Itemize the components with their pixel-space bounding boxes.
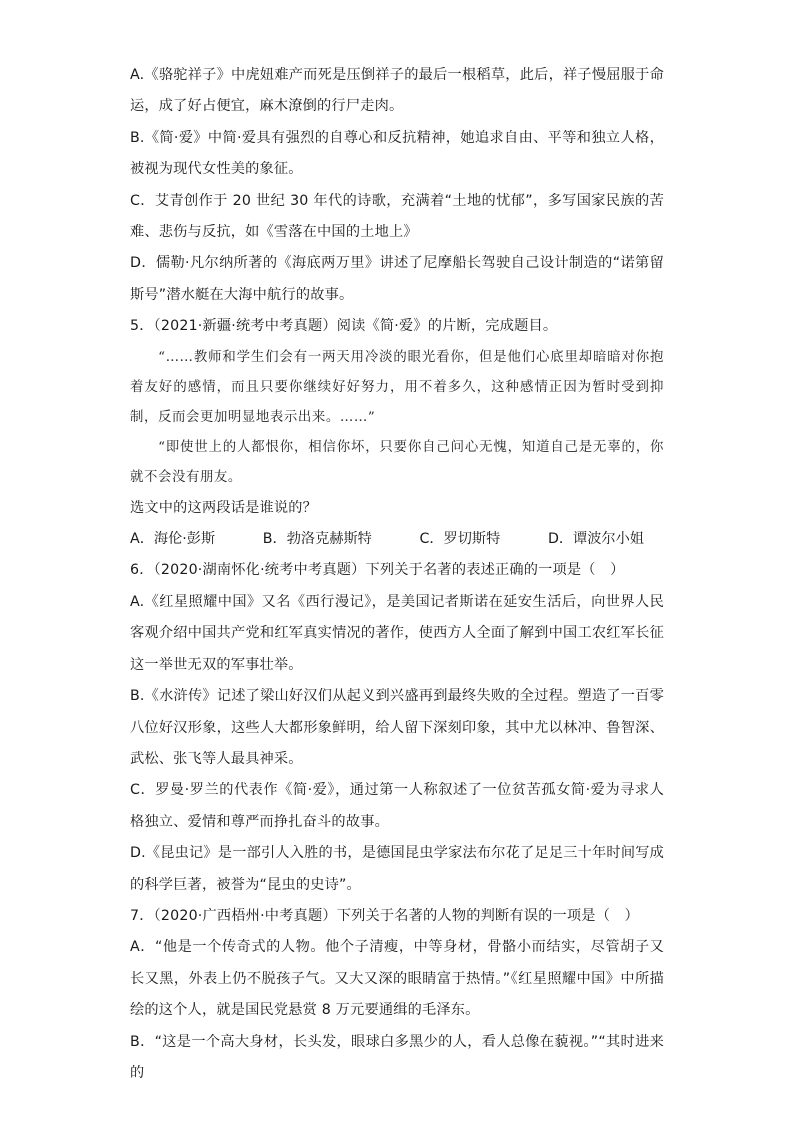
page-content xyxy=(130,60,664,1089)
q5-stem: 5．（2021·新疆·统考中考真题）阅读《简·爱》的片断，完成题目。 xyxy=(130,318,558,335)
q6-option-b: B.《水浒传》记述了梁山好汉们从起义到兴盛再到最终失败的全过程。塑造了一百零八位好汉形象，这些人大都形象鲜明，给人留下深刻印象，其中尤以林冲、鲁智深、武松、张飞等人最具神采。 xyxy=(130,688,664,767)
q4-option-b: B.《简·爱》中简·爱具有强烈的自尊心和反抗精神，她追求自由、平等和独立人格，被视为现代女性美的象征。 xyxy=(130,129,664,178)
q4-option-d: D．儒勒·凡尔纳所著的《海底两万里》讲述了尼摩船长驾驶自己设计制造的“诺第留斯号”潜水艇在大海中航行的故事。 xyxy=(130,255,664,303)
q6-option-d: D.《昆虫记》是一部引人入胜的书，是德国昆虫学家法布尔花了足足三十年时间写成的科学巨著，被誉为“昆虫的史诗”。 xyxy=(130,845,664,893)
q7-option-a: A．“他是一个传奇式的人物。他个子清瘦，中等身材，骨骼小而结实，尽管胡子又长又黑，外表上仍不脱孩子气。又大又深的眼睛富于热情。”《红星照耀中国》中所描绘的这个人，就是国民党悬赏 8 万元要通缉的毛泽东。 xyxy=(130,939,664,1019)
q4-option-a: A.《骆驼祥子》中虎妞难产而死是压倒祥子的最后一根稻草，此后，祥子慢屈服于命运，成了好占便宜，麻木潦倒的行尸走肉。 xyxy=(130,67,664,115)
q5-option-b: B．勃洛克赫斯特 xyxy=(262,531,372,548)
q7-option-b: B．“这是一个高大身材，长头发，眼球白多黑少的人，看人总像在藐视。”“其时进来的 xyxy=(130,1033,664,1081)
q4-option-c: C．艾青创作于 20 世纪 30 年代的诗歌，充满着“土地的忧郁”，多写国家民族的苦难、悲伤与反抗，如《雪落在中国的土地上》 xyxy=(130,192,664,241)
q5-option-c: C．罗切斯特 xyxy=(419,531,501,548)
q5-quote-2: “即使世上的人都恨你，相信你坏，只要你自己问心无愧，知道自己是无辜的，你就不会没有朋友。 xyxy=(130,439,664,485)
q7-stem: 7．（2020·广西梧州·中考真题）下列关于名著的人物的判断有误的一项是（ ） xyxy=(130,907,639,924)
q6-option-a: A.《红星照耀中国》又名《西行漫记》，是美国记者斯诺在延安生活后，向世界人民客观介绍中国共产党和红军真实情况的著作，使西方人全面了解到中国工农红军长征这一举世无双的军事壮举。 xyxy=(130,593,664,673)
q5-option-a: A．海伦·彭斯 xyxy=(130,531,216,548)
q6-option-c: C．罗曼·罗兰的代表作《简·爱》，通过第一人称叙述了一位贫苦孤女简·爱为寻求人格独立、爱情和尊严而挣扎奋斗的故事。 xyxy=(130,782,664,830)
q5-option-d: D．谭波尔小姐 xyxy=(547,531,644,548)
q5-quote-1: “……教师和学生们会有一两天用冷淡的眼光看你，但是他们心底里却暗暗对你抱着友好的感情，而且只要你继续好好努力，用不着多久，这种感情正因为暂时受到抑制，反而会更加明显地表示出来。……” xyxy=(130,349,664,425)
q5-options xyxy=(130,524,664,555)
q6-stem: 6．（2020·湖南怀化·统考中考真题）下列关于名著的表述正确的一项是（ ） xyxy=(130,562,625,579)
q5-question: 选文中的这两段话是谁说的？ xyxy=(130,499,318,516)
